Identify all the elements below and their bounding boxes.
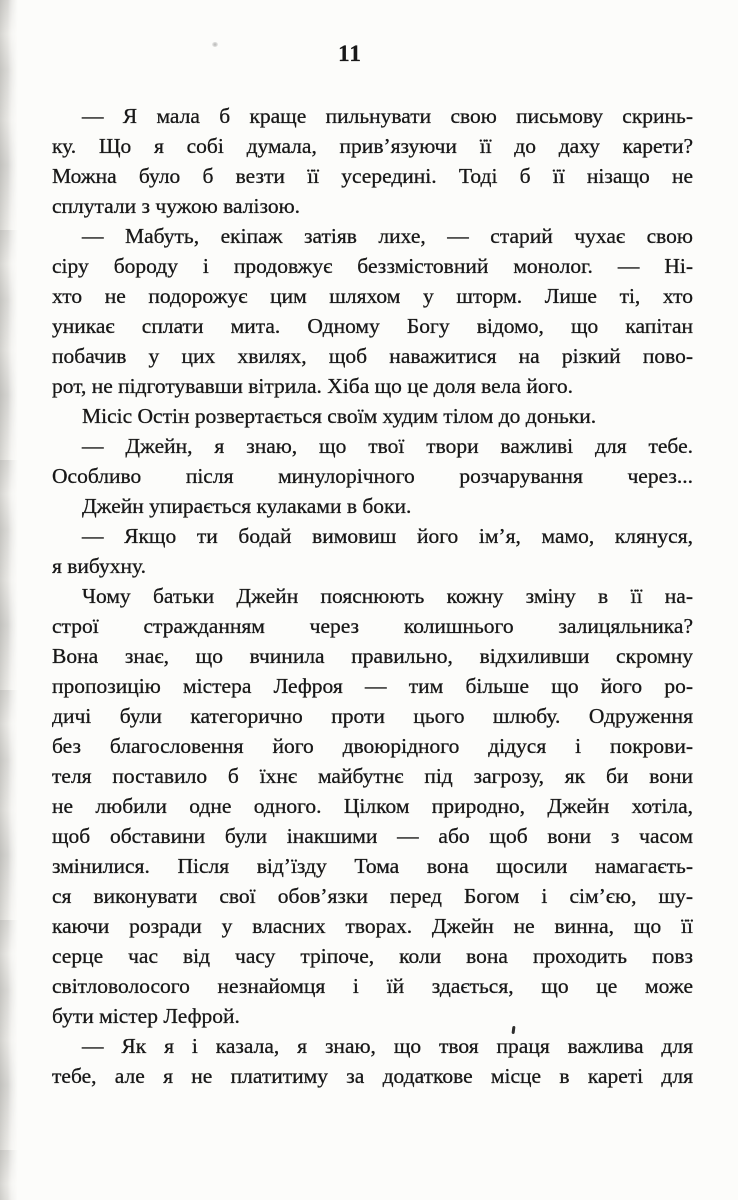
text-line: я вибухну. — [52, 554, 147, 578]
text-line: світловолосого незнайомця і їй здається, що це може — [52, 974, 693, 998]
text-line: Можна було б везти її усередині. Тоді б її нізащо не — [52, 164, 693, 188]
text-line: — Я мала б краще пильнувати свою письмову скринь- — [82, 104, 693, 128]
text-line: рот, не підготувавши вітрила. Хіба що це доля вела його. — [52, 374, 573, 398]
text-line: сплутали з чужою валізою. — [52, 194, 301, 218]
text-line: каючи розради у власних творах. Джейн не винна, що її — [52, 914, 693, 938]
text-line: Особливо після минулорічного розчарування через... — [52, 464, 693, 488]
text-line: не любили одне одного. Цілком природно, Джейн хотіла, — [52, 794, 693, 818]
text-line: хто не подорожує цим шляхом у шторм. Лише ті, хто — [52, 284, 693, 308]
text-line: змінилися. Після від’їзду Тома вона щосили намагаєть- — [52, 854, 693, 878]
text-line: — Якщо ти бодай вимовиш його ім’я, мамо, клянуся, — [82, 524, 693, 548]
text-line: без благословення його двоюрідного дідуся і покрови- — [52, 734, 693, 758]
text-line: теля поставило б їхнє майбутнє під загрозу, як би вони — [52, 764, 693, 788]
text-line: ку. Що я собі думала, прив’язуючи її до даху карети? — [52, 134, 693, 158]
text-line: побачив у цих хвилях, щоб наважитися на різкий пово- — [52, 344, 693, 368]
text-line: — Мабуть, екіпаж затіяв лихе, — старий чухає свою — [82, 224, 693, 248]
text-line: — Джейн, я знаю, що твої твори важливі для тебе. — [82, 434, 693, 458]
text-line: уникає сплати мита. Одному Богу відомо, що капітан — [52, 314, 693, 338]
text-line: Вона знає, що вчинила правильно, відхиливши скромну — [52, 644, 693, 668]
text-line: — Як я і казала, я знаю, що твоя праця важлива для — [82, 1034, 693, 1058]
page-number: 11 — [338, 41, 362, 66]
text-line: тебе, але я не платитиму за додаткове місце в кареті для — [52, 1064, 693, 1088]
text-line: пропозицію містера Лефроя — тим більше що його ро- — [52, 674, 693, 698]
scan-gutter-shadow — [0, 0, 18, 1200]
text-line: щоб обставини були інакшими — або щоб вони з часом — [52, 824, 693, 848]
text-line: строї стражданням через колишнього залицяльника? — [52, 614, 693, 638]
page-text — [52, 101, 693, 1091]
text-line: дичі були категорично проти цього шлюбу. Одруження — [52, 704, 693, 728]
text-line: Джейн упирається кулаками в боки. — [82, 494, 412, 518]
text-line: Місіс Остін розвертається своїм худим тілом до доньки. — [82, 404, 597, 428]
text-line: сіру бороду і продовжує беззмістовний монолог. — Ні- — [52, 254, 693, 278]
text-line: ся виконувати свої обов’язки перед Богом і сім’єю, шу- — [52, 884, 693, 908]
text-line: Чому батьки Джейн пояснюють кожну зміну в її на- — [82, 584, 693, 608]
text-line: серце час від часу тріпоче, коли вона проходить повз — [52, 944, 693, 968]
text-line: бути містер Лефрой. — [52, 1004, 240, 1028]
